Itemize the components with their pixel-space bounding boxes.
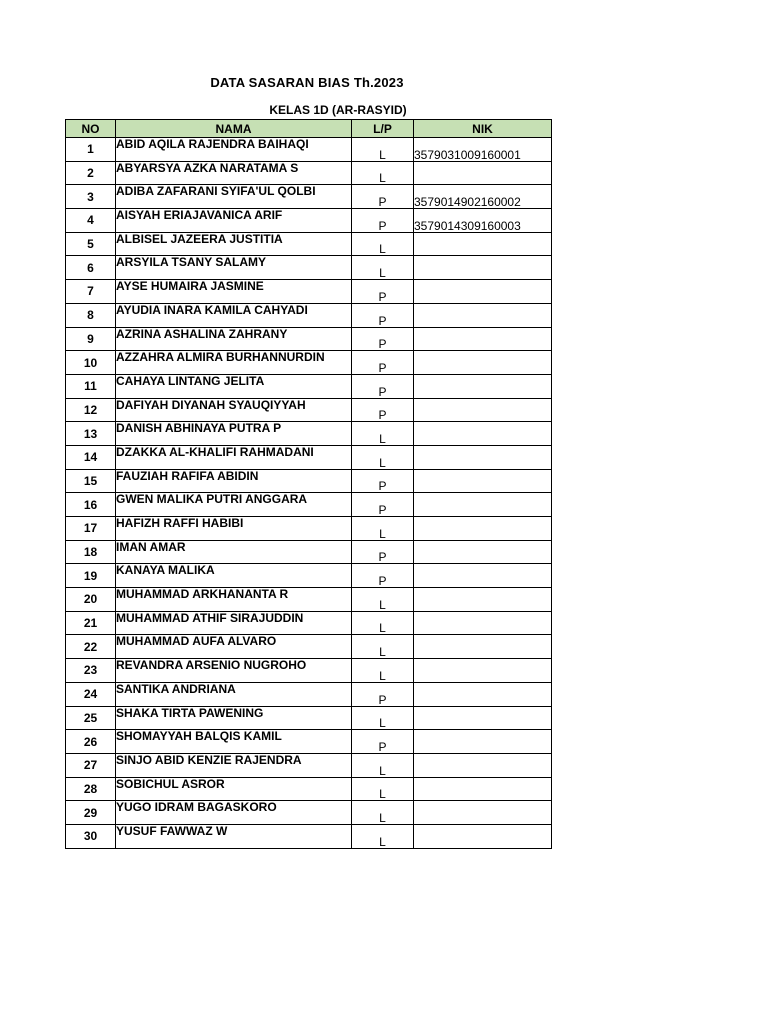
student-name-cell: AZZAHRA ALMIRA BURHANNURDIN [116,351,352,375]
nik-cell [414,730,552,754]
student-name-cell: ABYARSYA AZKA NARATAMA S [116,161,352,185]
student-name-cell: SHOMAYYAH BALQIS KAMIL [116,730,352,754]
student-name-cell: CAHAYA LINTANG JELITA [116,374,352,398]
gender-cell: P [352,303,414,327]
row-number-cell: 30 [66,824,116,848]
table-row [66,256,552,280]
table-row [66,611,552,635]
gender-cell: P [352,327,414,351]
column-header-lp: L/P [352,120,414,138]
gender-cell: P [352,540,414,564]
student-name-cell: FAUZIAH RAFIFA ABIDIN [116,469,352,493]
nik-cell [414,161,552,185]
nik-cell [414,801,552,825]
student-name-cell: YUSUF FAWWAZ W [116,824,352,848]
nik-cell: 3579014902160002 [414,185,552,209]
row-number-cell: 1 [66,138,116,162]
gender-cell: L [352,801,414,825]
table-row [66,161,552,185]
gender-cell: P [352,564,414,588]
row-number-cell: 11 [66,374,116,398]
row-number-cell: 14 [66,445,116,469]
row-number-cell: 22 [66,635,116,659]
row-number-cell: 18 [66,540,116,564]
table-row [66,232,552,256]
student-name-cell: MUHAMMAD AUFA ALVARO [116,635,352,659]
row-number-cell: 7 [66,280,116,304]
table-row [66,706,552,730]
column-header-nama: NAMA [116,120,352,138]
student-name-cell: KANAYA MALIKA [116,564,352,588]
gender-cell: P [352,209,414,233]
gender-cell: L [352,706,414,730]
student-name-cell: SINJO ABID KENZIE RAJENDRA [116,753,352,777]
row-number-cell: 19 [66,564,116,588]
nik-cell [414,635,552,659]
row-number-cell: 24 [66,682,116,706]
nik-cell [414,374,552,398]
gender-cell: L [352,138,414,162]
student-name-cell: AYSE HUMAIRA JASMINE [116,280,352,304]
table-row [66,801,552,825]
gender-cell: L [352,445,414,469]
nik-cell [414,611,552,635]
nik-cell: 3579014309160003 [414,209,552,233]
nik-cell [414,232,552,256]
nik-cell [414,777,552,801]
table-row [66,564,552,588]
table-row [66,682,552,706]
table-row [66,493,552,517]
table-row [66,280,552,304]
nik-cell [414,540,552,564]
gender-cell: L [352,256,414,280]
gender-cell: P [352,351,414,375]
table-row [66,777,552,801]
row-number-cell: 26 [66,730,116,754]
student-name-cell: DAFIYAH DIYANAH SYAUQIYYAH [116,398,352,422]
nik-cell [414,469,552,493]
row-number-cell: 21 [66,611,116,635]
nik-cell [414,422,552,446]
gender-cell: L [352,232,414,256]
student-name-cell: SOBICHUL ASROR [116,777,352,801]
gender-cell: L [352,161,414,185]
row-number-cell: 27 [66,753,116,777]
student-name-cell: SANTIKA ANDRIANA [116,682,352,706]
gender-cell: L [352,611,414,635]
student-name-cell: GWEN MALIKA PUTRI ANGGARA [116,493,352,517]
nik-cell [414,706,552,730]
gender-cell: P [352,185,414,209]
row-number-cell: 12 [66,398,116,422]
gender-cell: L [352,824,414,848]
table-row [66,398,552,422]
nik-cell [414,564,552,588]
row-number-cell: 8 [66,303,116,327]
gender-cell: L [352,659,414,683]
gender-cell: P [352,374,414,398]
student-name-cell: YUGO IDRAM BAGASKORO [116,801,352,825]
student-table [65,119,552,849]
student-name-cell: DZAKKA AL-KHALIFI RAHMADANI [116,445,352,469]
nik-cell [414,351,552,375]
row-number-cell: 29 [66,801,116,825]
table-row [66,824,552,848]
table-row [66,185,552,209]
row-number-cell: 17 [66,517,116,541]
nik-cell [414,280,552,304]
row-number-cell: 16 [66,493,116,517]
row-number-cell: 20 [66,588,116,612]
row-number-cell: 28 [66,777,116,801]
student-name-cell: ALBISEL JAZEERA JUSTITIA [116,232,352,256]
table-row [66,635,552,659]
nik-cell: 3579031009160001 [414,138,552,162]
row-number-cell: 3 [66,185,116,209]
student-name-cell: AISYAH ERIAJAVANICA ARIF [116,209,352,233]
row-number-cell: 23 [66,659,116,683]
student-name-cell: HAFIZH RAFFI HABIBI [116,517,352,541]
nik-cell [414,256,552,280]
gender-cell: L [352,777,414,801]
nik-cell [414,493,552,517]
student-name-cell: DANISH ABHINAYA PUTRA P [116,422,352,446]
table-row [66,588,552,612]
table-header-row [66,120,552,138]
table-row [66,469,552,493]
nik-cell [414,517,552,541]
gender-cell: P [352,493,414,517]
class-subtitle: KELAS 1D (AR-RASYID) [269,103,407,117]
table-row [66,445,552,469]
row-number-cell: 6 [66,256,116,280]
student-name-cell: MUHAMMAD ATHIF SIRAJUDDIN [116,611,352,635]
student-name-cell: AYUDIA INARA KAMILA CAHYADI [116,303,352,327]
gender-cell: L [352,517,414,541]
student-name-cell: REVANDRA ARSENIO NUGROHO [116,659,352,683]
gender-cell: P [352,469,414,493]
gender-cell: P [352,682,414,706]
row-number-cell: 15 [66,469,116,493]
row-number-cell: 9 [66,327,116,351]
row-number-cell: 10 [66,351,116,375]
table-row [66,209,552,233]
table-row [66,327,552,351]
nik-cell [414,445,552,469]
gender-cell: P [352,280,414,304]
gender-cell: P [352,398,414,422]
student-name-cell: ARSYILA TSANY SALAMY [116,256,352,280]
table-body [66,138,552,849]
table-row [66,517,552,541]
gender-cell: L [352,753,414,777]
nik-cell [414,588,552,612]
nik-cell [414,753,552,777]
student-name-cell: ADIBA ZAFARANI SYIFA'UL QOLBI [116,185,352,209]
column-header-no: NO [66,120,116,138]
table-row [66,540,552,564]
nik-cell [414,824,552,848]
row-number-cell: 2 [66,161,116,185]
table-row [66,659,552,683]
table-row [66,422,552,446]
table-row [66,351,552,375]
row-number-cell: 13 [66,422,116,446]
table-row [66,753,552,777]
table-row [66,730,552,754]
student-name-cell: AZRINA ASHALINA ZAHRANY [116,327,352,351]
student-name-cell: SHAKA TIRTA PAWENING [116,706,352,730]
document-title: DATA SASARAN BIAS Th.2023 [210,75,404,90]
nik-cell [414,659,552,683]
gender-cell: L [352,422,414,446]
table-row [66,138,552,162]
gender-cell: L [352,588,414,612]
column-header-nik: NIK [414,120,552,138]
table-row [66,374,552,398]
gender-cell: L [352,635,414,659]
nik-cell [414,398,552,422]
nik-cell [414,327,552,351]
student-name-cell: IMAN AMAR [116,540,352,564]
table-row [66,303,552,327]
row-number-cell: 5 [66,232,116,256]
row-number-cell: 25 [66,706,116,730]
nik-cell [414,303,552,327]
nik-cell [414,682,552,706]
gender-cell: P [352,730,414,754]
row-number-cell: 4 [66,209,116,233]
student-name-cell: ABID AQILA RAJENDRA BAIHAQI [116,138,352,162]
student-name-cell: MUHAMMAD ARKHANANTA R [116,588,352,612]
